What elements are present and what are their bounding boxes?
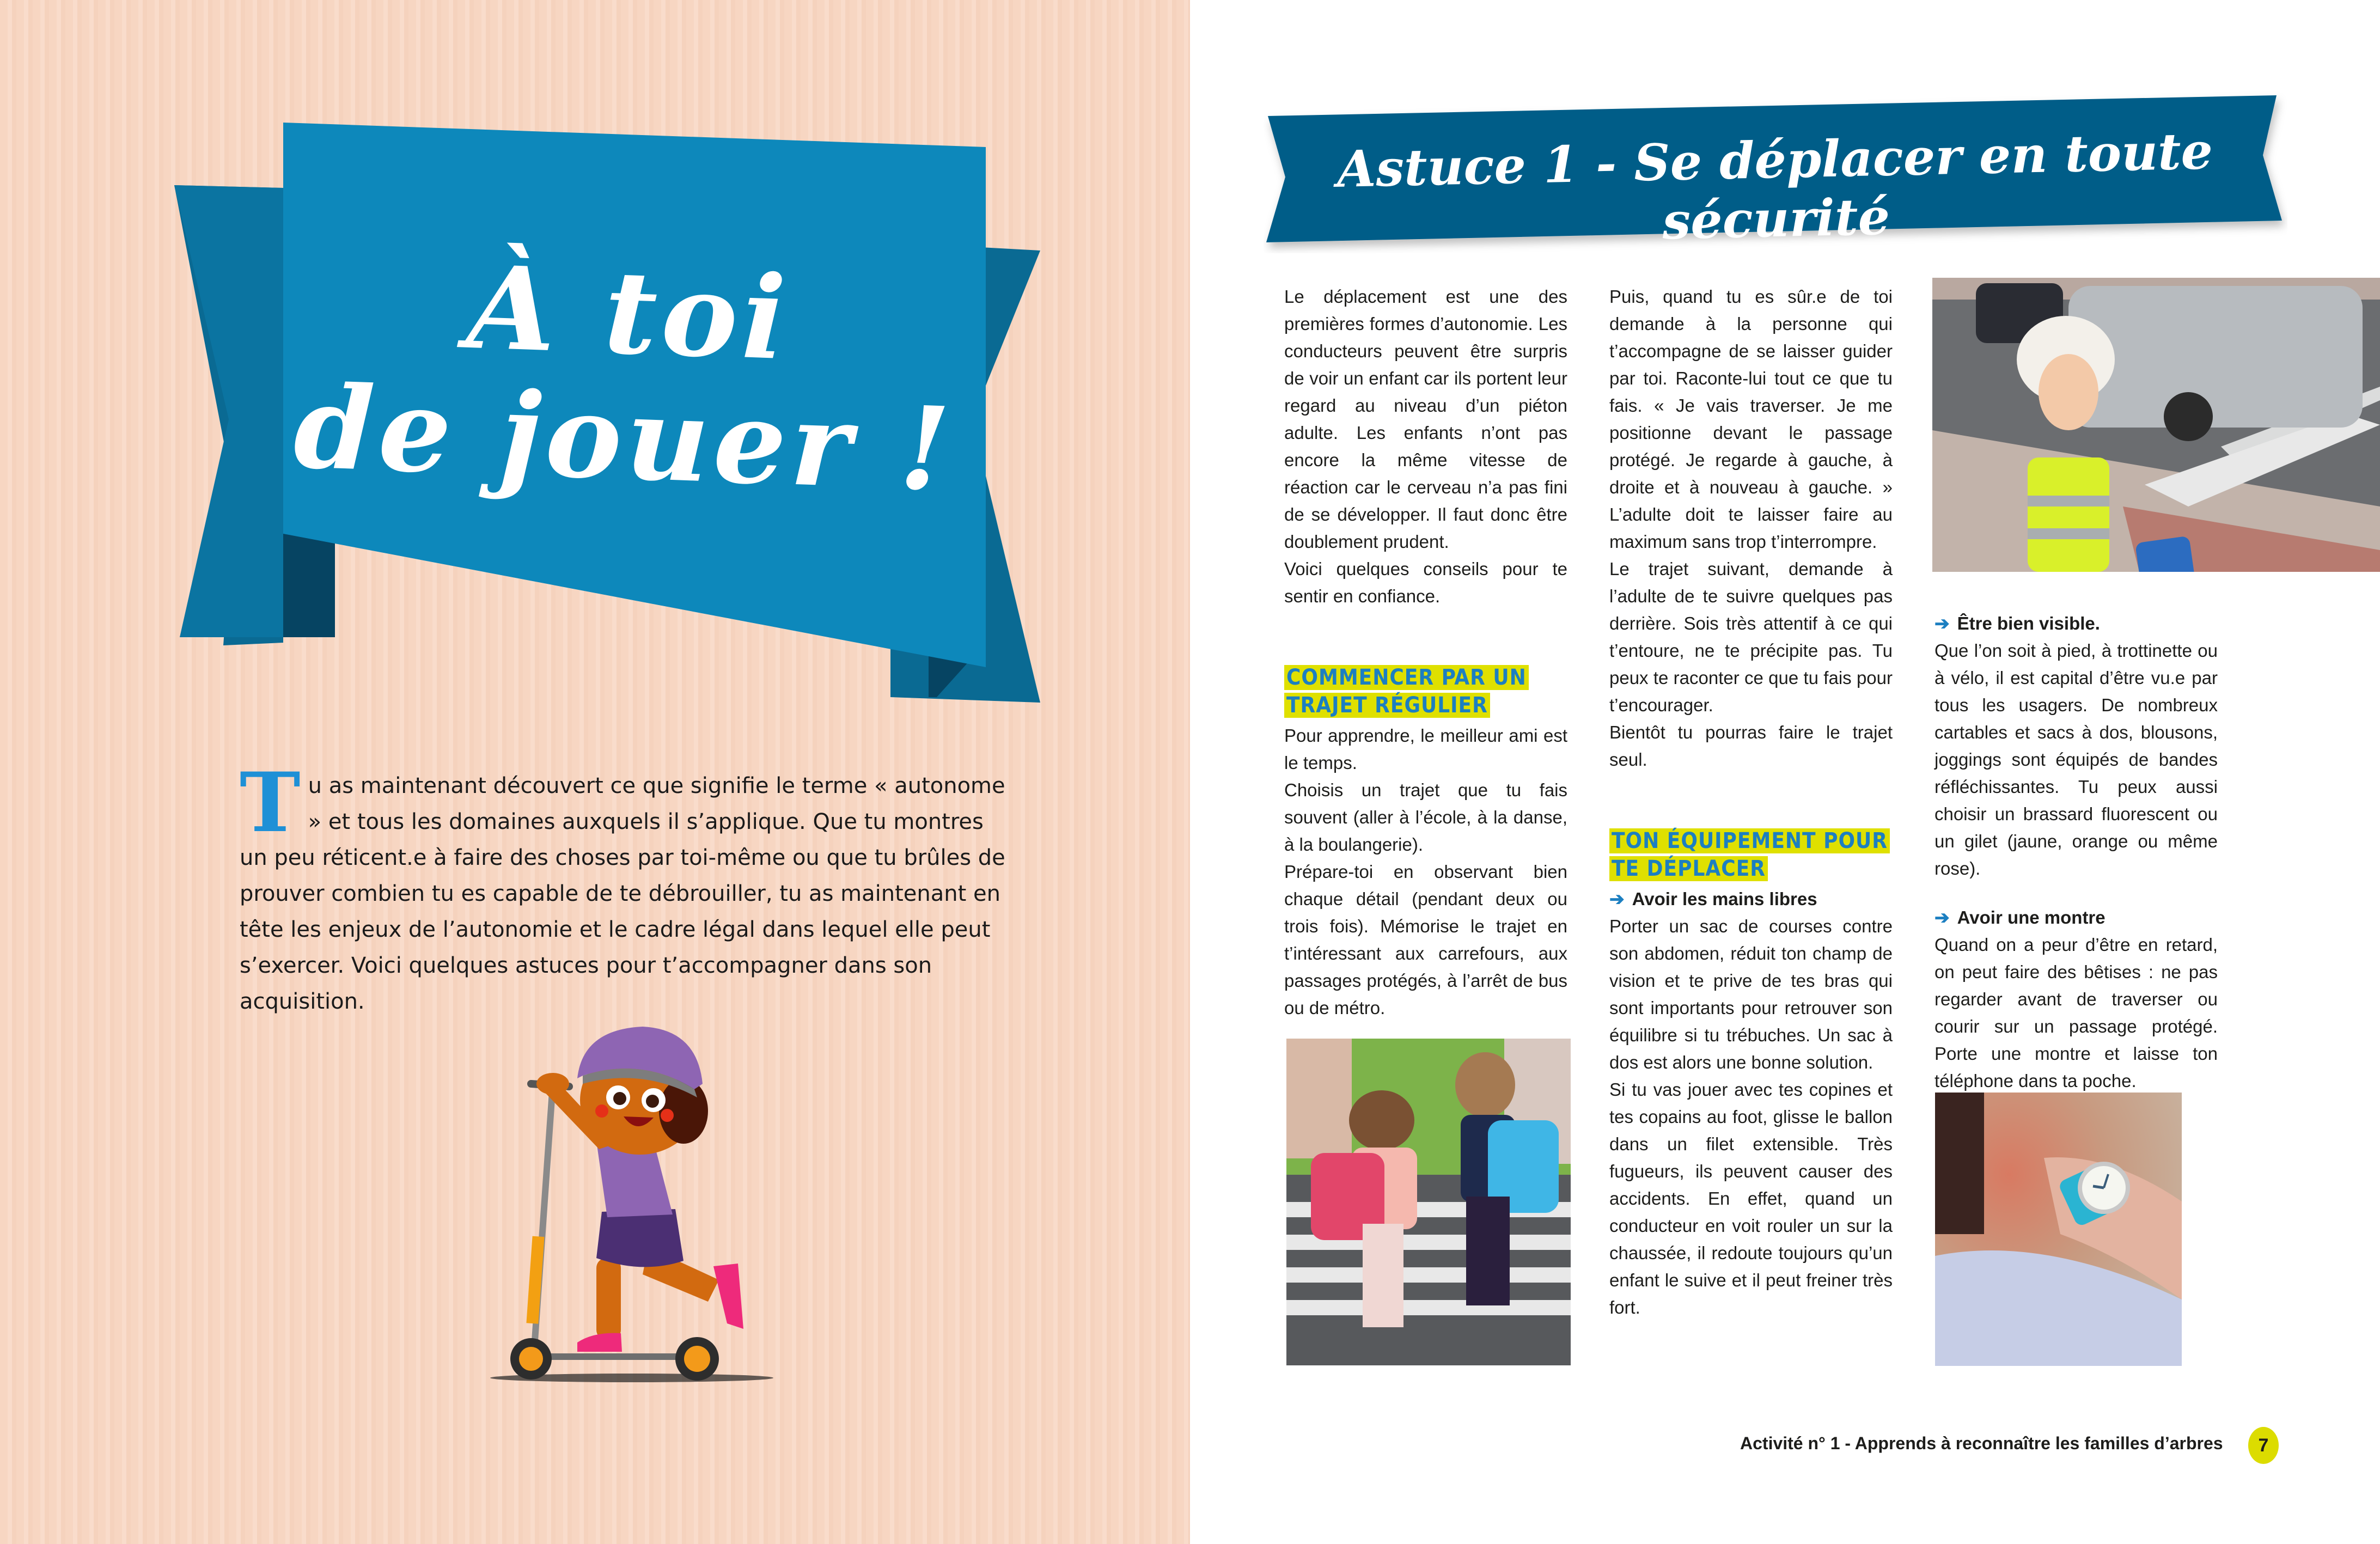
section-heading-trajet-text: COMMENCER PAR UN TRAJET RÉGULIER (1284, 665, 1529, 718)
col1-para5: Prépare-toi en observant bien chaque détail (pendant deux ou trois fois). Mémorise le trajet en t’intéressant aux carrefours, aux passages protégés, à l’arrêt de bus ou de métro. (1284, 862, 1567, 1018)
photo-child-balance-bike (1932, 278, 2380, 572)
drop-cap: T (240, 755, 301, 851)
subheading-mains-libres: ➔ Avoir les mains libres (1609, 889, 1817, 909)
column-1 (1284, 283, 1567, 1022)
col1-para1: Le déplacement est une des premières formes d’autonomie. Les conducteurs peuvent être surpris de voir un enfant car ils portent leur regard au niveau d’un piéton adulte. Les enfants n’ont pas encore la même vitesse de réaction car le cerveau n’a pas fini de se développer. Il faut donc être doublement prudent. (1284, 286, 1567, 552)
arrow-right-icon: ➔ (1609, 889, 1625, 909)
col2-sub1-para2: Si tu vas jouer avec tes copines et tes copains au foot, glisse le ballon dans un filet extensible. Très fugueurs, ils peuvent causer des accidents. En effet, quand un conducteur en voit rouler un sur la chaussée, il redoute toujours qu’un enfant le suive et il peut freiner très fort. (1609, 1079, 1893, 1317)
subheading-montre: ➔ Avoir une montre (1934, 907, 2106, 927)
arrow-right-icon: ➔ (1934, 907, 1950, 927)
photo-girls-crosswalk (1286, 1039, 1571, 1365)
col3-sub3-para: Quand on a peur d’être en retard, on peut faire des bêtises : ne pas regarder avant de traverser ou courir sur un passage protégé. Porte une montre et laisse ton téléphone dans ta poche. (1934, 935, 2218, 1091)
banner-title-line2: de jouer ! (292, 359, 956, 517)
column-2 (1609, 283, 1893, 1321)
col2-para3: Bientôt tu pourras faire le trajet seul. (1609, 722, 1893, 770)
intro-paragraph (240, 755, 1013, 1020)
col3-sub2-para: Que l’on soit à pied, à trottinette ou à vélo, il est capital d’être vu.e par tous les usagers. De nombreux cartables et sacs à dos, blousons, joggings sont équipés de bandes réfléchissantes. Tu peux aussi choisir un brassard fluorescent ou un gilet (jaune, orange ou même rose). (1934, 640, 2218, 878)
photo-wrist-watch (1935, 1093, 2182, 1366)
page-number-badge: 7 (2248, 1427, 2279, 1464)
banner-title-line1: À toi (465, 240, 792, 386)
col1-para3: Pour apprendre, le meilleur ami est le temps. (1284, 725, 1567, 773)
footer-activity-title: Activité n° 1 - Apprends à reconnaître les familles d’arbres (1740, 1433, 2223, 1453)
col2-sub1-para1: Porter un sac de courses contre son abdomen, réduit ton champ de vision et te prive de tes bras qui sont importants pour retrouver son équilibre si tu trébuches. Un sac à dos est alors une bonne solution. (1609, 916, 1893, 1072)
banner-title (279, 239, 973, 517)
subheading-visible: ➔ Être bien visible. (1934, 613, 2100, 633)
arrow-right-icon: ➔ (1934, 613, 1950, 633)
col2-para1: Puis, quand tu es sûr.e de toi demande à la personne qui t’accompagne de se laisser guider par toi. Raconte-lui tout ce que tu fais. « Je vais traverser. Je me positionne devant le passage protégé. Je regarde à gauche, à droite et à nouveau à gauche. » L’adulte doit te laisser faire au maximum sans trop t’interrompre. (1609, 286, 1893, 552)
girl-scooter-illustration (479, 1018, 784, 1389)
col1-para2: Voici quelques conseils pour te sentir en confiance. (1284, 559, 1567, 606)
section-heading-trajet (1284, 664, 1567, 720)
intro-text: u as maintenant découvert ce que signifie le terme « autonome » et tous les domaines auxquels il s’applique. Que tu montres un peu réticent.e à faire des choses par toi-même ou que tu brûles de prouver combien tu es capable de te débrouiller, tu as maintenant en tête les enjeux de l’autonomie et le cadre légal dans lequel elle peut s’exercer. Voici quelques astuces pour t’accompagner dans son acquisition. (240, 773, 1005, 1014)
column-3 (1934, 610, 2218, 1095)
section-heading-equipement-text: TON ÉQUIPEMENT POUR TE DÉPLACER (1609, 828, 1890, 881)
header-title: Astuce 1 - Se déplacer en toute sécurité (1336, 121, 2214, 251)
col2-para2: Le trajet suivant, demande à l’adulte de te suivre quelques pas derrière. Sois très attentif à ce qui t’entoure, ne te précipite pas. Tu peux te raconter ce que tu fais pour t’encourager. (1609, 559, 1893, 715)
section-heading-equipement (1609, 828, 1893, 883)
col1-para4: Choisis un trajet que tu fais souvent (aller à l’école, à la danse, à la boulangerie). (1284, 780, 1567, 855)
